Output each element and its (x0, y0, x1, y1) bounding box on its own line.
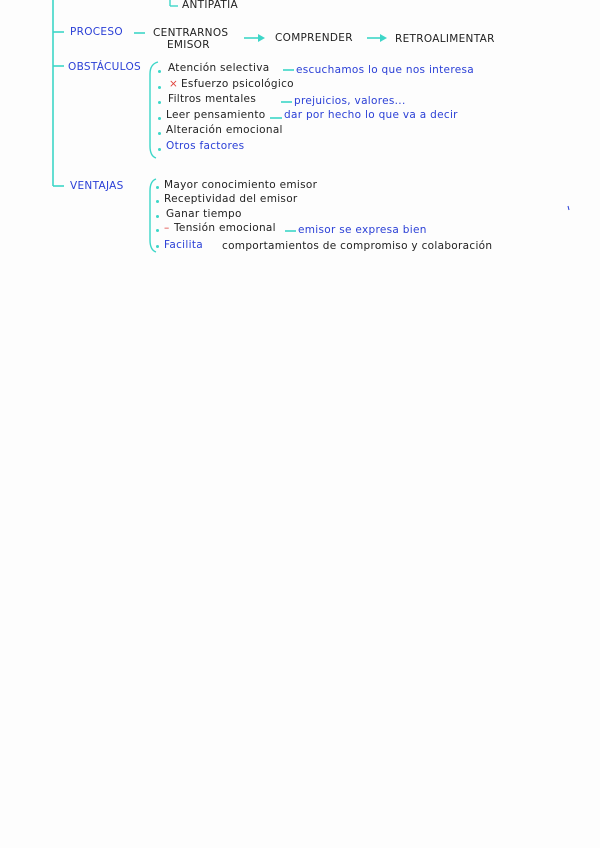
bullet (156, 215, 159, 218)
bullet (158, 132, 161, 135)
obstaculo-note: dar por hecho lo que va a decir (284, 109, 458, 121)
proceso-label: PROCESO (70, 26, 123, 38)
obstaculo-item: Leer pensamiento (166, 109, 266, 121)
obstaculo-note: escuchamos lo que nos interesa (296, 64, 474, 76)
bullet (156, 229, 159, 232)
obstaculo-item: Otros factores (166, 140, 245, 152)
obstaculo-item: Filtros mentales (168, 93, 257, 105)
ventaja-note: emisor se expresa bien (298, 224, 427, 236)
bullet (158, 117, 161, 120)
ventajas-label: VENTAJAS (70, 180, 124, 192)
bullet (156, 186, 159, 189)
obstaculos-brace (150, 62, 158, 158)
obstaculos-label: OBSTÁCULOS (68, 61, 141, 73)
obstaculo-item: Atención selectiva (168, 62, 270, 74)
antipatia-text: ANTIPATÍA (182, 0, 238, 11)
bullet (156, 245, 159, 248)
ventaja-lead: Facilita (164, 239, 203, 251)
ventaja-item: Mayor conocimiento emisor (164, 179, 318, 191)
minus-mark: – (164, 222, 170, 234)
ventaja-item: comportamientos de compromiso y colaboración (222, 240, 493, 252)
bullet (156, 200, 159, 203)
arrow-head-1 (258, 34, 265, 42)
proceso-step-comprender: COMPRENDER (275, 32, 353, 44)
stray-mark (568, 206, 569, 210)
proceso-step-emisor: EMISOR (167, 39, 210, 51)
proceso-step-retroalimentar: RETROALIMENTAR (395, 33, 495, 45)
ventaja-item: Ganar tiempo (166, 208, 242, 220)
ventaja-item: Receptividad del emisor (164, 193, 298, 205)
obstaculo-note: prejuicios, valores... (294, 95, 406, 107)
obstaculo-item: Esfuerzo psicológico (181, 78, 294, 90)
bullet (158, 86, 161, 89)
bullet (158, 70, 161, 73)
arrow-head-2 (380, 34, 387, 42)
cross-mark: × (169, 78, 179, 90)
obstaculo-item: Alteración emocional (166, 124, 283, 136)
bullet (158, 101, 161, 104)
ventaja-item: Tensión emocional (174, 222, 276, 234)
bullet (158, 148, 161, 151)
proceso-step-centrarnos: CENTRARNOS (153, 27, 229, 39)
